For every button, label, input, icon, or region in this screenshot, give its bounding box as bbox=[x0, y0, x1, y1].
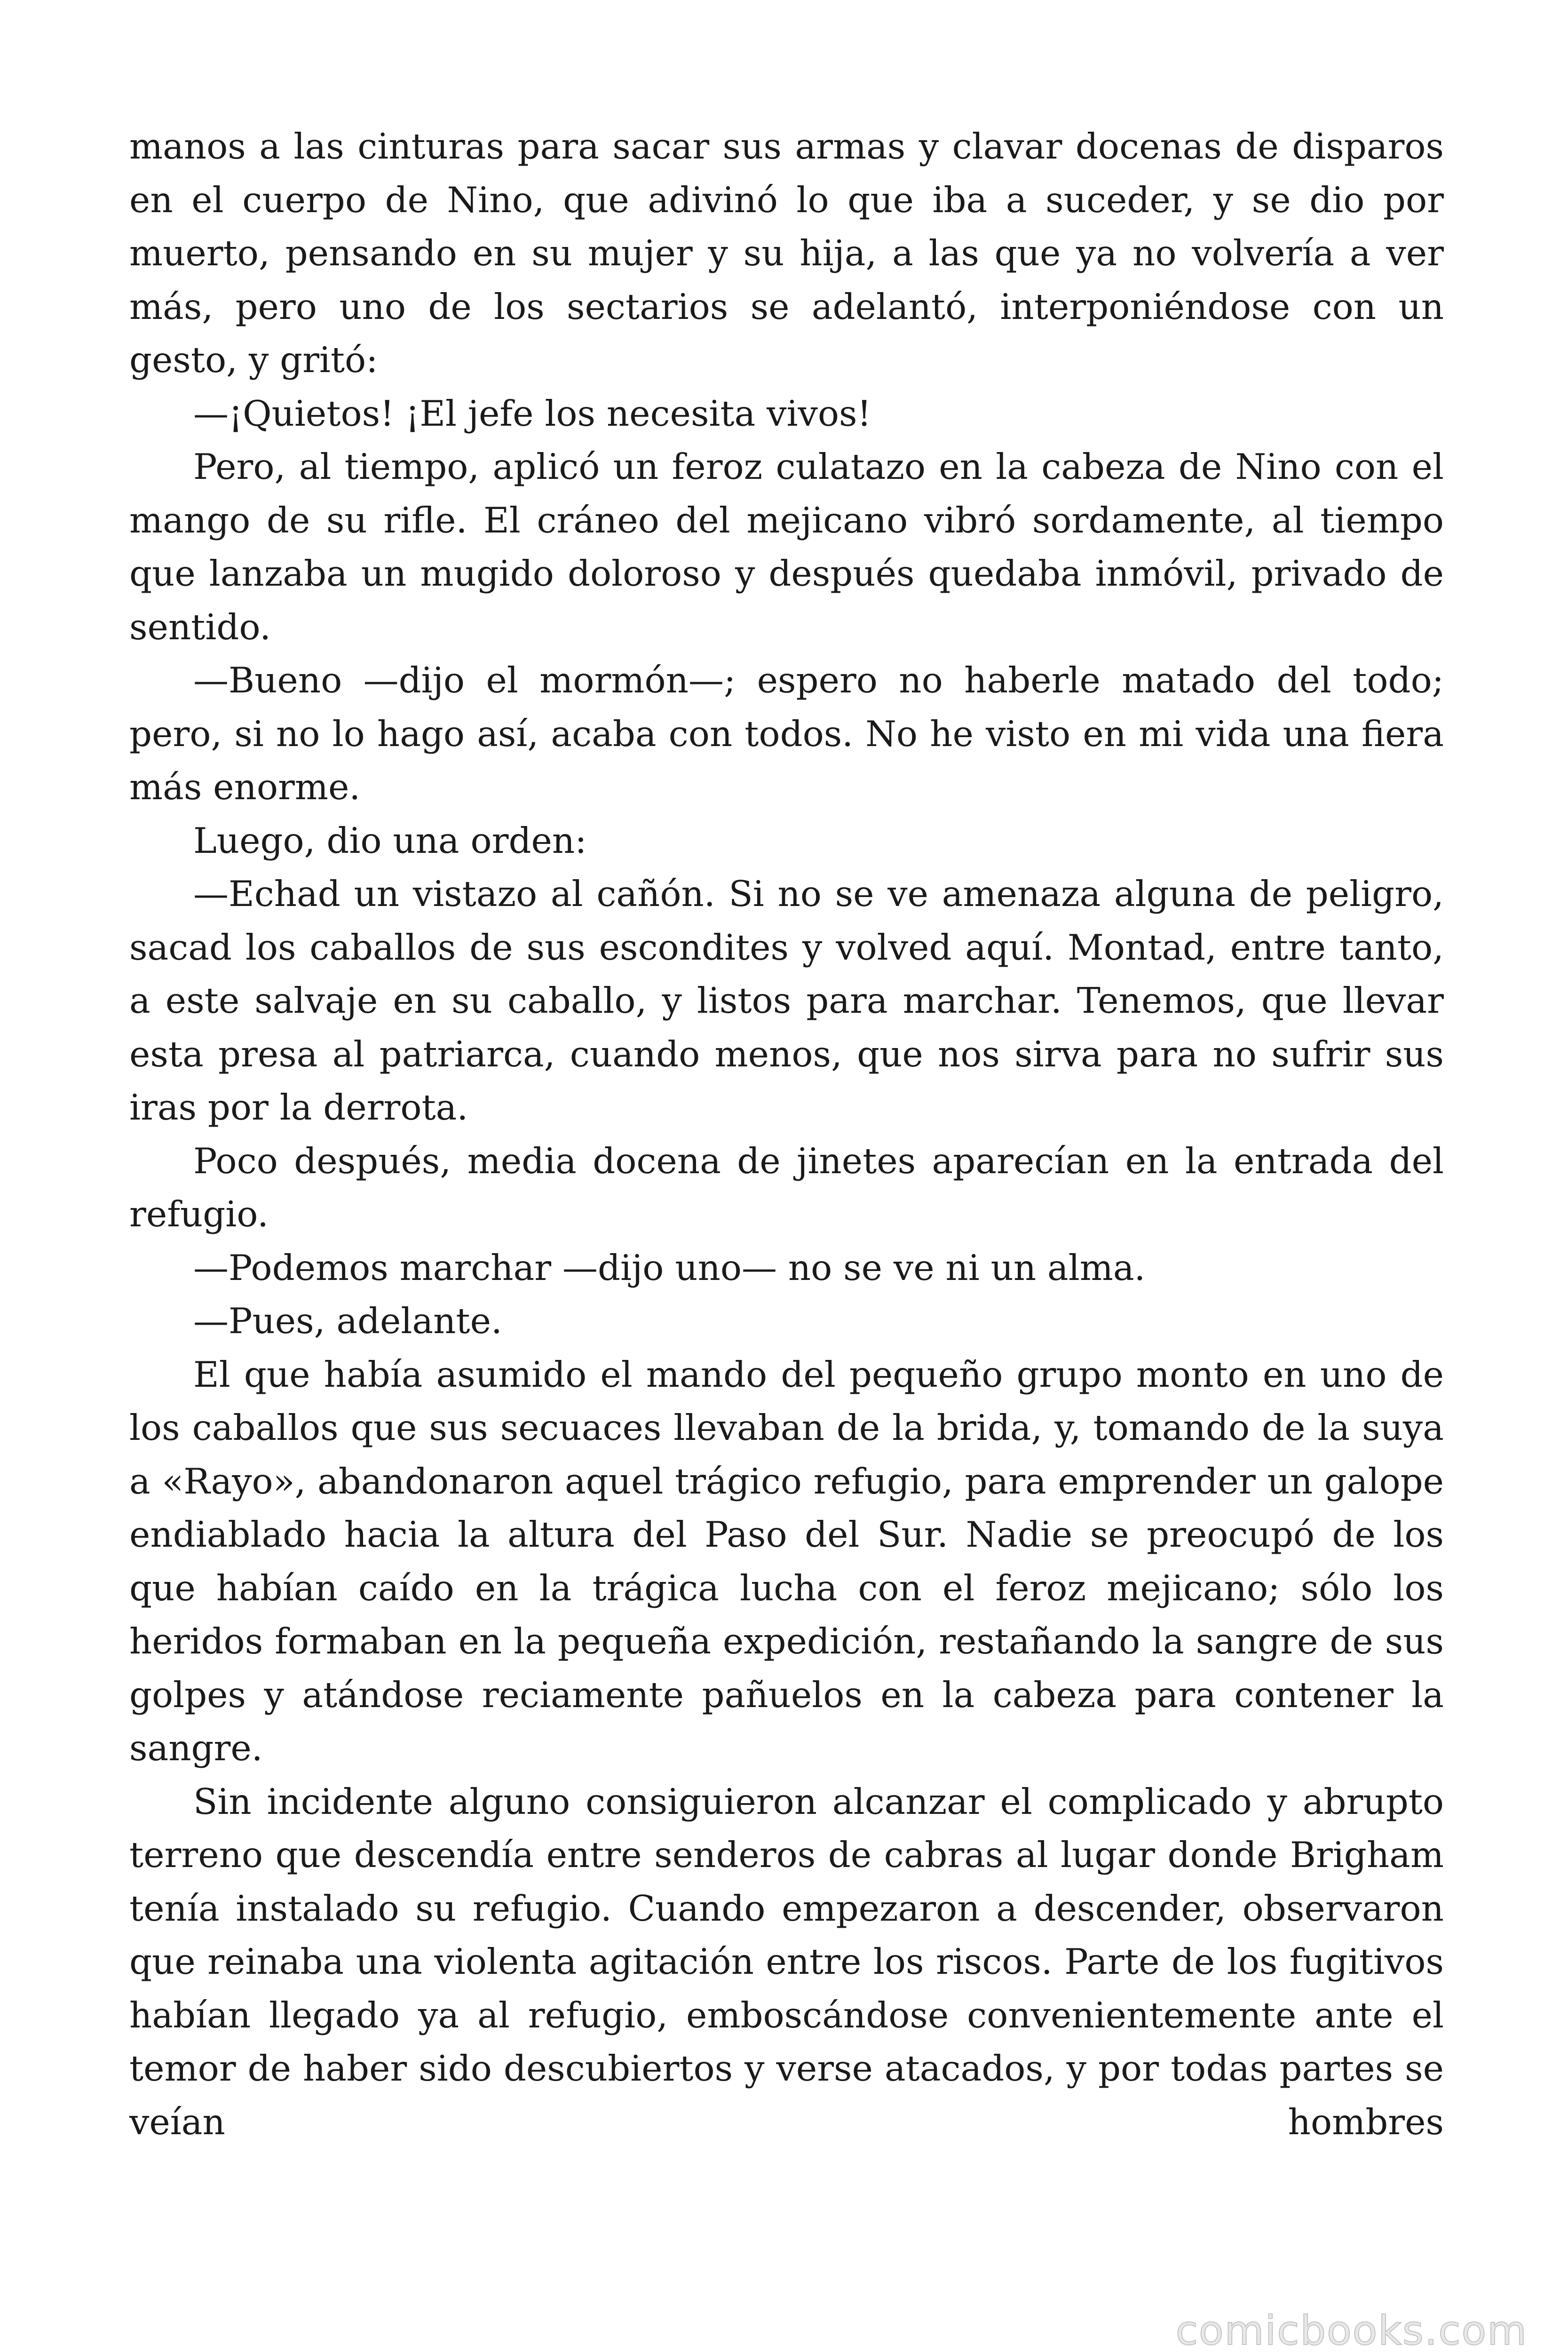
paragraph-jinetes: Poco después, media docena de jinetes aparecían en la entrada del refugio. bbox=[129, 1140, 1444, 1235]
paragraph-brigham: Sin incidente alguno consiguieron alcanzar el complicado y abrupto terreno que descendía entre senderos de cabras al lugar donde Brigham tenía instalado su refugio. Cuando empezaron a descender, observaron que reinaba una violenta agitación entre los riscos. Parte de los fugitivos habían llegado ya al refugio, emboscándose convenientemente ante el temor de haber sido descubiertos y verse atacados, y por todas partes se veían hombres bbox=[129, 1780, 1444, 2143]
paragraph-dialogue-podemos: —Podemos marchar —dijo uno— no se ve ni un alma. bbox=[193, 1247, 1146, 1288]
paragraph-culatazo: Pero, al tiempo, aplicó un feroz culatazo en la cabeza de Nino con el mango de su rifle. El cráneo del mejicano vibró sordamente, al tiempo que lanzaba un mugido doloroso y después quedaba inmóvil, privado de sentido. bbox=[129, 446, 1444, 648]
body-text bbox=[129, 120, 1444, 2149]
paragraph-dialogue-quietos: —¡Quietos! ¡El jefe los necesita vivos! bbox=[193, 392, 871, 434]
watermark-logo: comicbooks.com bbox=[1175, 2307, 1528, 2352]
paragraph-continuation: manos a las cinturas para sacar sus armas y clavar docenas de disparos en el cuerpo de Nino, que adivinó lo que iba a suceder, y se dio por muerto, pensando en su mujer y su hija, a las que ya no volvería a ver más, pero uno de los sectarios se adelantó, interponiéndose con un gesto, y gritó: bbox=[129, 126, 1444, 381]
paragraph-dialogue-bueno: —Bueno —dijo el mormón—; espero no haberle matado del todo; pero, si no lo hago así, acaba con todos. No he visto en mi vida una fiera más enorme. bbox=[129, 660, 1444, 808]
paragraph-dialogue-adelante: —Pues, adelante. bbox=[193, 1300, 502, 1342]
paragraph-galope: El que había asumido el mando del pequeño grupo monto en uno de los caballos que sus secuaces llevaban de la brida, y, tomando de la suya a «Rayo», abandonaron aquel trágico refugio, para emprender un galope endiablado hacia la altura del Paso del Sur. Nadie se preocupó de los que habían caído en la trágica lucha con el feroz mejicano; sólo los heridos formaban en la pequeña expedición, restañando la sangre de sus golpes y atándose reciamente pañuelos en la cabeza para contener la sangre. bbox=[129, 1353, 1444, 1769]
paragraph-orden: Luego, dio una orden: bbox=[193, 819, 587, 861]
paragraph-dialogue-echad: —Echad un vistazo al cañón. Si no se ve amenaza alguna de peligro, sacad los caballos de sus escondites y volved aquí. Montad, entre tanto, a este salvaje en su caballo, y listos para marchar. Tenemos, que llevar esta presa al patriarca, cuando menos, que nos sirva para no sufrir sus iras por la derrota. bbox=[129, 873, 1444, 1128]
